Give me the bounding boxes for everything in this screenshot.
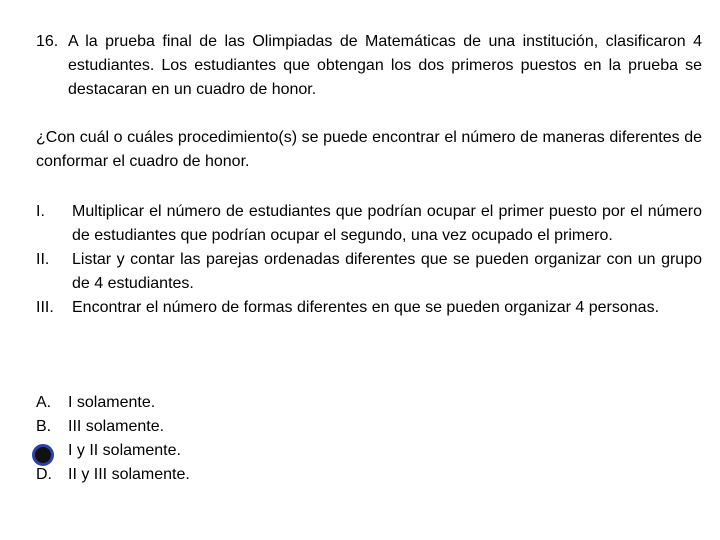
answer-letter: D. [36, 466, 52, 483]
answer-text: II y III solamente. [68, 466, 190, 483]
answer-text: I solamente. [68, 394, 156, 411]
answer-text: III solamente. [68, 418, 165, 435]
procedure-numeral: II. [36, 251, 50, 268]
procedure-item [36, 200, 702, 248]
procedure-numeral: III. [36, 299, 54, 316]
question-block [36, 30, 702, 102]
answer-options [36, 391, 336, 487]
selected-answer-marker [32, 444, 54, 466]
question-text: A la prueba final de las Olimpiadas de Matemáticas de una institución, clasificaron 4 estudiantes. Los estudiantes que obtengan los dos primeros puestos en la prueba se destacaran en un cuadro de honor. [68, 33, 702, 98]
answer-letter: B. [36, 418, 52, 435]
procedure-text: Listar y contar las parejas ordenadas diferentes que se pueden organizar con un grupo de 4 estudiantes. [72, 251, 702, 292]
procedure-text: Encontrar el número de formas diferentes en que se pueden organizar 4 personas. [72, 299, 660, 316]
answer-option-a[interactable] [36, 391, 336, 415]
answer-option-b[interactable] [36, 415, 336, 439]
procedure-numeral: I. [36, 203, 45, 220]
question-prompt: ¿Con cuál o cuáles procedimiento(s) se puede encontrar el número de maneras diferentes de conformar el cuadro de honor. [36, 129, 702, 170]
answer-option-c[interactable] [36, 439, 336, 463]
procedure-list [36, 200, 702, 320]
answer-letter: A. [36, 394, 52, 411]
procedure-item [36, 248, 702, 296]
answer-text: I y II solamente. [68, 442, 181, 459]
answer-option-d[interactable] [36, 463, 336, 487]
procedure-item [36, 296, 702, 320]
question-number: 16. [36, 33, 59, 50]
procedure-text: Multiplicar el número de estudiantes que podrían ocupar el primer puesto por el número de estudiantes que podrían ocupar el segundo, una vez ocupado el primero. [72, 203, 702, 244]
